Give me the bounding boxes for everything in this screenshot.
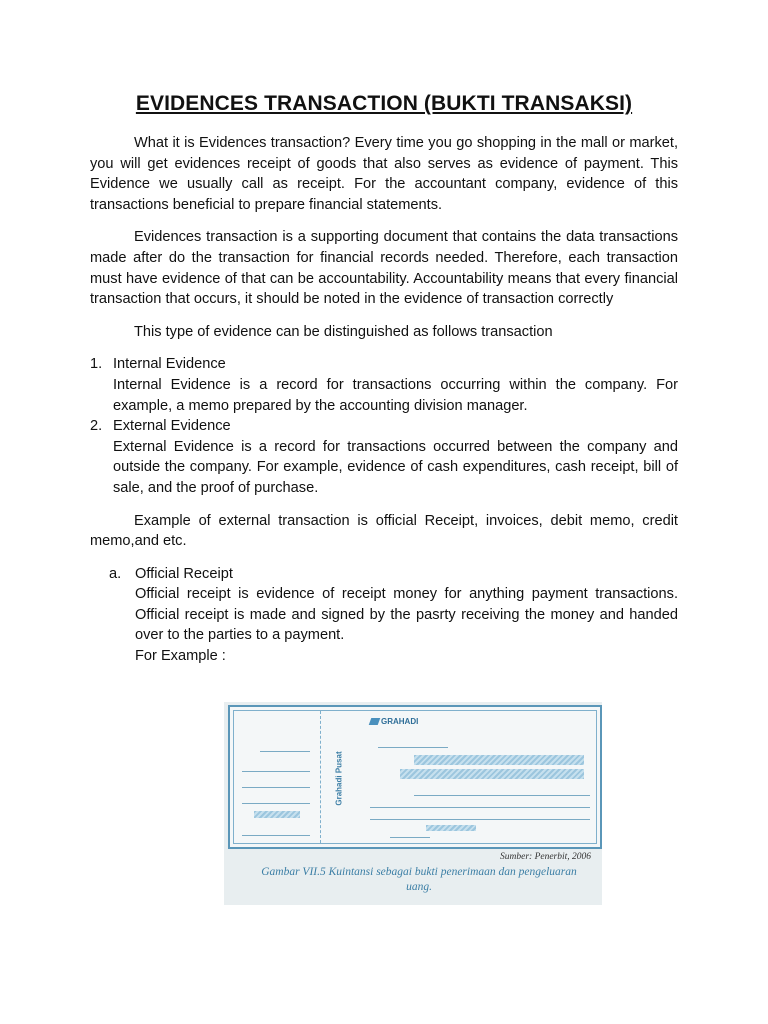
document-body (90, 133, 678, 667)
list-item (90, 416, 678, 498)
logo-icon (369, 718, 381, 725)
example-label: For Example : (135, 648, 226, 665)
list-item-heading: Internal Evidence (113, 356, 226, 373)
list-item-text: External Evidence is a record for transactions occurred between the company and outside the company. For example, evidence of cash expenditures, cash receipt, bill of sale, and the proof of purchase. (113, 438, 678, 496)
receipt-stub (234, 711, 321, 843)
paragraph-types: This type of evidence can be distinguished as follows transaction (134, 323, 553, 340)
page-title: EVIDENCES TRANSACTION (BUKTI TRANSAKSI) (135, 92, 633, 115)
list-item-text: Internal Evidence is a record for transactions occurring within the company. For example, a memo prepared by the accounting division manager. (113, 376, 678, 414)
receipt-image (228, 705, 602, 849)
company-name: Grahadi Pusat (334, 750, 344, 806)
list-item-heading: Official Receipt (135, 565, 233, 582)
figure-caption: Gambar VII.5 Kuintansi sebagai bukti penerimaan dan pengeluaran uang. (261, 866, 577, 893)
list-marker: 1. (90, 356, 103, 373)
list-item (90, 354, 678, 416)
logo-text: GRAHADI (381, 717, 419, 726)
list-item-text: Official receipt is evidence of receipt money for anything payment transactions. Official receipt is made and signed by the pasrty receiving the money and handed over to the parties to a payment. (135, 586, 678, 644)
list-marker: a. (109, 565, 122, 582)
evidence-types-list (90, 354, 678, 498)
receipt-company-band (322, 715, 356, 841)
list-item (109, 564, 678, 667)
figure-source: Sumber: Penerbit, 2006 (500, 852, 592, 862)
receipt-main (360, 711, 596, 843)
list-marker: 2. (90, 418, 103, 435)
company-logo (370, 717, 418, 726)
receipt-figure (224, 702, 602, 905)
paragraph-intro: What it is Evidences transaction? Every time you go shopping in the mall or market, you will get evidences receipt of goods that also serves as evidence of payment. This Evidence we usually call as receipt. For the accountant company, evidence of this transactions beneficial to prepare financial statements. (90, 135, 678, 213)
paragraph-example: Example of external transaction is official Receipt, invoices, debit memo, credit memo,and etc. (90, 512, 678, 550)
paragraph-definition: Evidences transaction is a supporting document that contains the data transactions made after do the transaction for financial records needed. Therefore, each transaction must have evidence of that can be accountability. Accountability means that every financial transaction that occurs, it should be noted in the evidence of transaction correctly (90, 229, 678, 308)
external-evidence-list (90, 564, 678, 667)
list-item-heading: External Evidence (113, 418, 231, 435)
